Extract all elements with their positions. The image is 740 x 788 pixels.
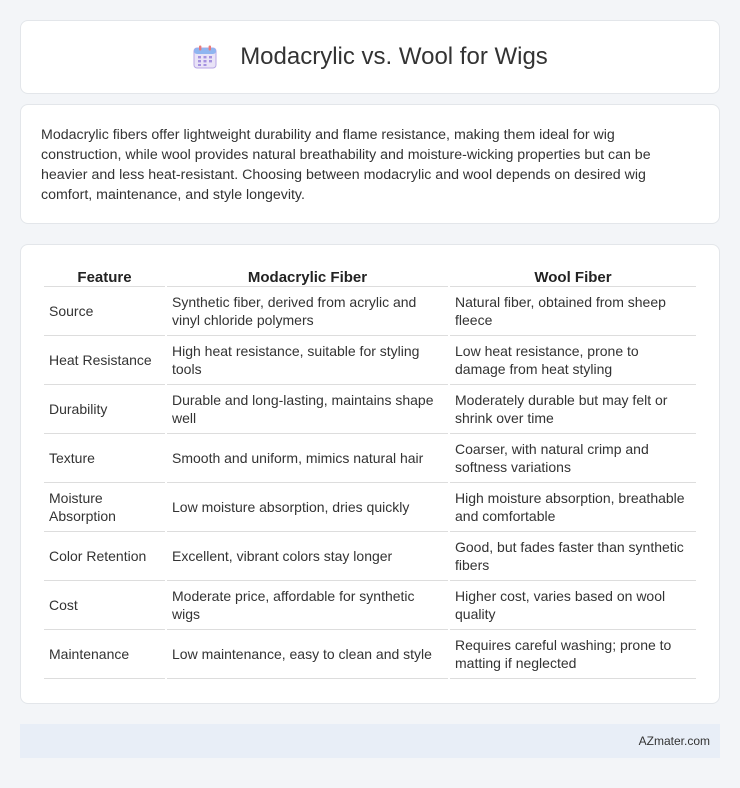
feature-cell: Durability [44,385,165,434]
feature-cell: Texture [44,434,165,483]
wool-cell: Good, but fades faster than synthetic fibers [450,532,696,581]
table-row [44,336,696,385]
wool-cell: Coarser, with natural crimp and softness variations [450,434,696,483]
table-row [44,287,696,336]
feature-cell: Cost [44,581,165,630]
page-title: Modacrylic vs. Wool for Wigs [240,43,548,70]
header-feature: Feature [44,265,165,287]
table-row [44,630,696,679]
table-row [44,385,696,434]
wool-cell: Higher cost, varies based on wool quality [450,581,696,630]
feature-cell: Maintenance [44,630,165,679]
footer [20,724,720,758]
table-row [44,483,696,532]
modacrylic-cell: Low maintenance, easy to clean and style [167,630,448,679]
table-header-row [44,265,696,287]
feature-cell: Source [44,287,165,336]
footer-site-link[interactable]: AZmater.com [638,734,710,748]
title-card [20,20,720,94]
feature-cell: Heat Resistance [44,336,165,385]
wool-cell: Natural fiber, obtained from sheep fleece [450,287,696,336]
intro-card [20,104,720,224]
table-row [44,581,696,630]
feature-cell: Moisture Absorption [44,483,165,532]
modacrylic-cell: Excellent, vibrant colors stay longer [167,532,448,581]
header-wool: Wool Fiber [450,265,696,287]
calendar-icon [192,44,218,70]
modacrylic-cell: Low moisture absorption, dries quickly [167,483,448,532]
comparison-card [20,244,720,704]
table-row [44,532,696,581]
feature-cell: Color Retention [44,532,165,581]
modacrylic-cell: Durable and long-lasting, maintains shape well [167,385,448,434]
modacrylic-cell: High heat resistance, suitable for styling tools [167,336,448,385]
wool-cell: Low heat resistance, prone to damage from heat styling [450,336,696,385]
intro-text: Modacrylic fibers offer lightweight durability and flame resistance, making them ideal for wig construction, while wool provides natural breathability and moisture-wicking properties but can be heavier and less heat-resistant. Choosing between modacrylic and wool depends on desired wig comfort, maintenance, and style longevity. [41,127,651,203]
modacrylic-cell: Synthetic fiber, derived from acrylic and vinyl chloride polymers [167,287,448,336]
modacrylic-cell: Smooth and uniform, mimics natural hair [167,434,448,483]
table-row [44,434,696,483]
modacrylic-cell: Moderate price, affordable for synthetic wigs [167,581,448,630]
comparison-table [42,265,698,679]
wool-cell: High moisture absorption, breathable and comfortable [450,483,696,532]
wool-cell: Requires careful washing; prone to matting if neglected [450,630,696,679]
header-modacrylic: Modacrylic Fiber [167,265,448,287]
wool-cell: Moderately durable but may felt or shrink over time [450,385,696,434]
